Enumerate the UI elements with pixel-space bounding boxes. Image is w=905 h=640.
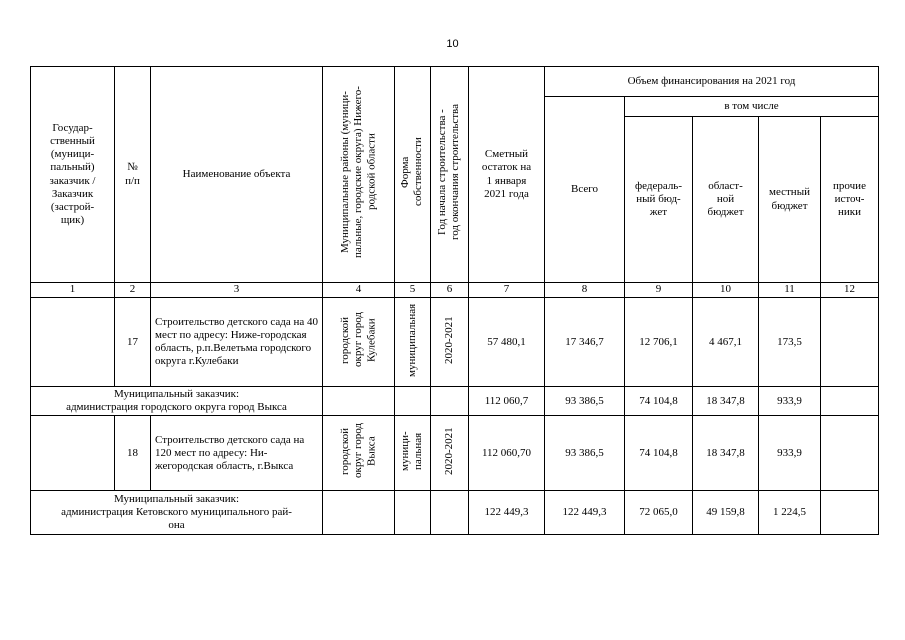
regional-cell: 18 347,8 (693, 387, 759, 416)
header-number: № п/п (115, 67, 151, 283)
column-number: 3 (151, 283, 323, 298)
other-cell (821, 298, 879, 387)
column-numbers-row (31, 283, 879, 298)
local-cell: 173,5 (759, 298, 821, 387)
table-row (31, 491, 879, 535)
column-number: 2 (115, 283, 151, 298)
column-number: 8 (545, 283, 625, 298)
district-cell: городской округ город Кулебаки (323, 298, 395, 387)
ownership-cell (395, 387, 431, 416)
header-estimate: Сметный остаток на 1 января 2021 года (469, 67, 545, 283)
regional-cell: 18 347,8 (693, 416, 759, 491)
customer-cell (31, 416, 115, 491)
ownership-cell: муници- пальная (395, 416, 431, 491)
row-number: 18 (115, 416, 151, 491)
district-cell (323, 491, 395, 535)
federal-cell: 74 104,8 (625, 416, 693, 491)
table-row (31, 387, 879, 416)
customer-summary: Муниципальный заказчик: администрация городского округа город Выкса (31, 387, 323, 416)
table-row (31, 416, 879, 491)
table-row (31, 298, 879, 387)
years-cell (431, 387, 469, 416)
column-number: 9 (625, 283, 693, 298)
ownership-cell (395, 491, 431, 535)
total-cell: 93 386,5 (545, 416, 625, 491)
local-cell: 933,9 (759, 387, 821, 416)
federal-cell: 12 706,1 (625, 298, 693, 387)
local-cell: 933,9 (759, 416, 821, 491)
header-total: Всего (545, 97, 625, 283)
header-including: в том числе (625, 97, 879, 117)
regional-cell: 4 467,1 (693, 298, 759, 387)
years-cell: 2020-2021 (431, 416, 469, 491)
local-cell: 1 224,5 (759, 491, 821, 535)
column-number: 7 (469, 283, 545, 298)
header-regional: област- ной бюджет (693, 117, 759, 283)
regional-cell: 49 159,8 (693, 491, 759, 535)
estimate-cell: 122 449,3 (469, 491, 545, 535)
other-cell (821, 491, 879, 535)
header-ownership: Форма собственности (395, 67, 431, 283)
federal-cell: 72 065,0 (625, 491, 693, 535)
customer-cell (31, 298, 115, 387)
header-other: прочие источ- ники (821, 117, 879, 283)
object-name: Строительство детского сада на 120 мест по адресу: Ни-жегородская область, г.Выкса (151, 416, 323, 491)
column-number: 1 (31, 283, 115, 298)
column-number: 11 (759, 283, 821, 298)
page-number: 10 (446, 38, 459, 50)
column-number: 12 (821, 283, 879, 298)
estimate-cell: 112 060,7 (469, 387, 545, 416)
header-federal: федераль- ный бюд- жет (625, 117, 693, 283)
header-financing: Объем финансирования на 2021 год (545, 67, 879, 97)
total-cell: 93 386,5 (545, 387, 625, 416)
column-number: 5 (395, 283, 431, 298)
object-name: Строительство детского сада на 40 мест по адресу: Ниже-городская область, р.п.Велетьма городского округа г.Кулебаки (151, 298, 323, 387)
header-object-name: Наименование объекта (151, 67, 323, 283)
years-cell (431, 491, 469, 535)
ownership-cell: муниципальная (395, 298, 431, 387)
column-number: 10 (693, 283, 759, 298)
total-cell: 17 346,7 (545, 298, 625, 387)
other-cell (821, 416, 879, 491)
district-cell (323, 387, 395, 416)
estimate-cell: 112 060,70 (469, 416, 545, 491)
financing-table (30, 66, 879, 535)
header-years: Год начала строительства - год окончания строительства (431, 67, 469, 283)
customer-summary: Муниципальный заказчик: администрация Кетовского муниципального рай- она (31, 491, 323, 535)
federal-cell: 74 104,8 (625, 387, 693, 416)
column-number: 4 (323, 283, 395, 298)
row-number: 17 (115, 298, 151, 387)
other-cell (821, 387, 879, 416)
district-cell: городской округ город Выкса (323, 416, 395, 491)
header-local: местный бюджет (759, 117, 821, 283)
total-cell: 122 449,3 (545, 491, 625, 535)
years-cell: 2020-2021 (431, 298, 469, 387)
header-customer: Государ- ственный (муници- пальный) заказчик / Заказчик (застрой- щик) (31, 67, 115, 283)
estimate-cell: 57 480,1 (469, 298, 545, 387)
column-number: 6 (431, 283, 469, 298)
header-district: Муниципальные районы (муници- пальные, городские округа) Нижего- родской области (323, 67, 395, 283)
